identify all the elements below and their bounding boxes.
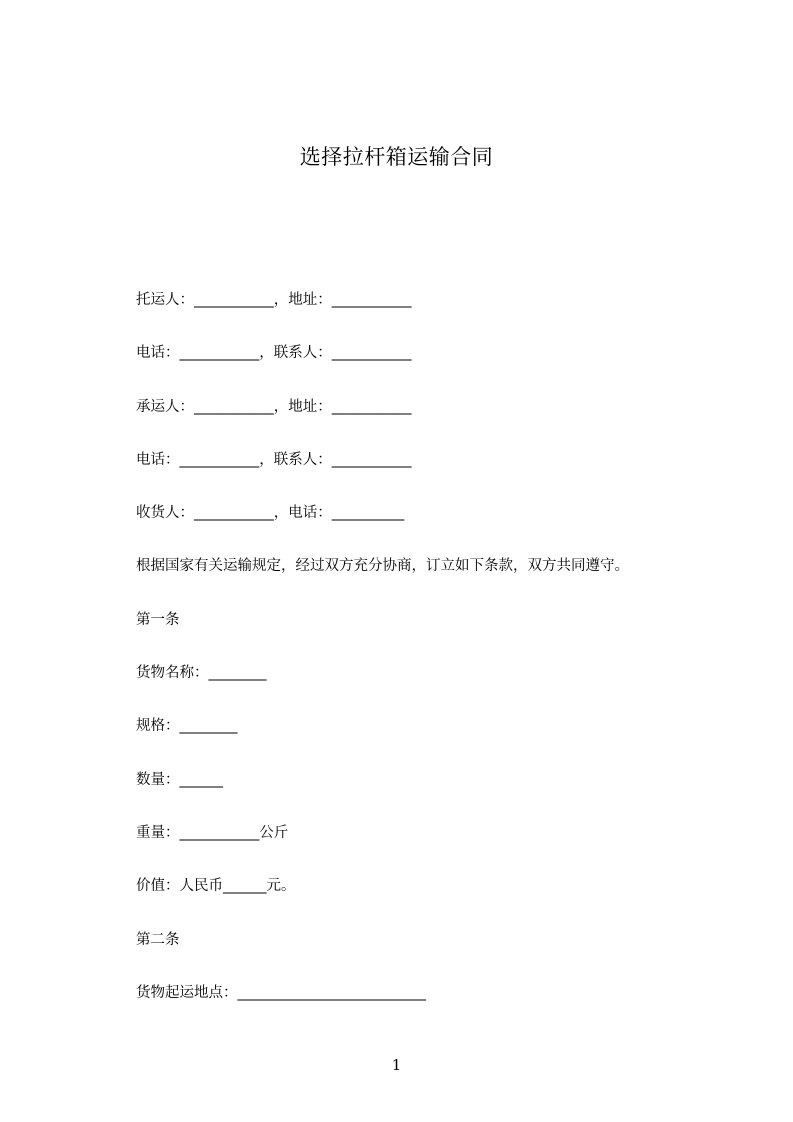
page-number: 1 [391,1056,402,1074]
goods-name-line: 货物名称：________ [136,665,267,682]
specification-line: 规格：________ [136,718,238,735]
weight-line: 重量：___________公斤 [136,824,289,841]
consignee-line: 收货人：___________，电话：__________ [136,505,405,522]
value-line: 价值：人民币______元。 [136,878,296,895]
carrier-phone-contact-line: 电话：___________，联系人：___________ [136,451,412,468]
quantity-line: 数量：______ [136,771,223,788]
contract-body [136,290,736,1036]
departure-location-line: 货物起运地点：__________________________ [136,984,426,1001]
carrier-line: 承运人：___________，地址：___________ [136,398,412,415]
agreement-intro: 根据国家有关运输规定，经过双方充分协商，订立如下条款，双方共同遵守。 [136,558,629,575]
document-title: 选择拉杆箱运输合同 [299,145,494,169]
shipper-phone-contact-line: 电话：___________，联系人：___________ [136,345,412,362]
article-2-heading: 第二条 [136,931,180,948]
article-1-heading: 第一条 [136,611,180,628]
shipper-line: 托运人：___________，地址：___________ [136,292,412,308]
